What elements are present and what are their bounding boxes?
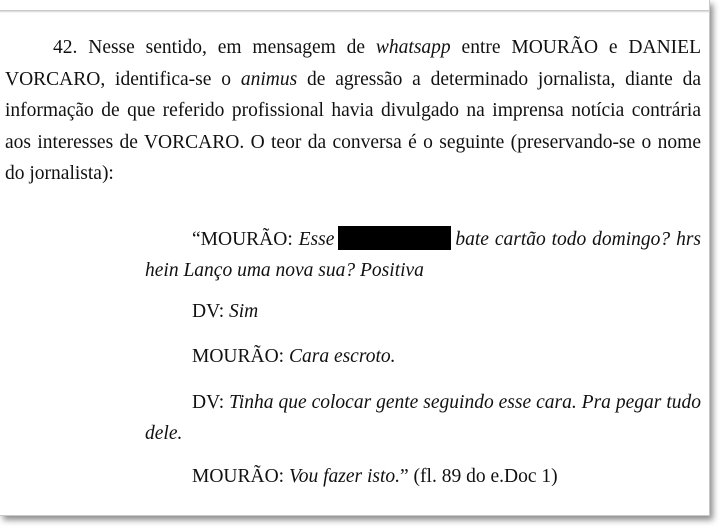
quote-line-2	[145, 296, 701, 327]
quote-text: Tinha que colocar gente seguindo esse cara. Pra pegar tudo dele.	[145, 392, 701, 444]
speaker-label: “MOURÃO:	[192, 229, 293, 250]
speaker-label: MOURÃO:	[192, 466, 285, 487]
redaction-box	[338, 226, 451, 250]
speaker-label: DV:	[192, 392, 225, 413]
quote-line-5	[145, 461, 701, 492]
speaker-label: MOURÃO:	[192, 346, 285, 367]
quote-text: Sim	[229, 301, 259, 322]
citation-text: ” (fl. 89 do e.Doc 1)	[400, 466, 558, 487]
quote-text: Cara escroto.	[288, 346, 396, 367]
top-rule	[0, 10, 709, 13]
quote-text: bate cartão todo domingo? hrs hein Lanço uma nova sua? Positiva	[145, 229, 701, 281]
paragraph-italic-whatsapp: whatsapp	[375, 37, 451, 58]
quote-line-4	[145, 387, 701, 449]
paragraph-text-3: de agressão a determinado jornalista, diante da informação de que referido profissional havia divulgado na imprensa notícia contrária aos interesses de VORCARO. O teor da conversa é o seguinte (preservando-se o nome do jornalista):	[5, 68, 702, 184]
paragraph-number: 42.	[53, 37, 78, 58]
quote-line-1	[145, 224, 701, 286]
paragraph-text-1: Nesse sentido, em mensagem de	[88, 37, 366, 58]
paragraph-42	[5, 32, 701, 190]
quote-text: Esse	[298, 229, 335, 250]
speaker-label: DV:	[192, 301, 225, 322]
quote-text: Vou fazer isto.	[288, 466, 401, 487]
paragraph-italic-animus: animus	[240, 68, 298, 90]
paragraph-text-2: entre MOURÃO e DANIEL VORCARO, identifica-se o	[5, 37, 701, 90]
quote-line-3	[145, 341, 701, 372]
